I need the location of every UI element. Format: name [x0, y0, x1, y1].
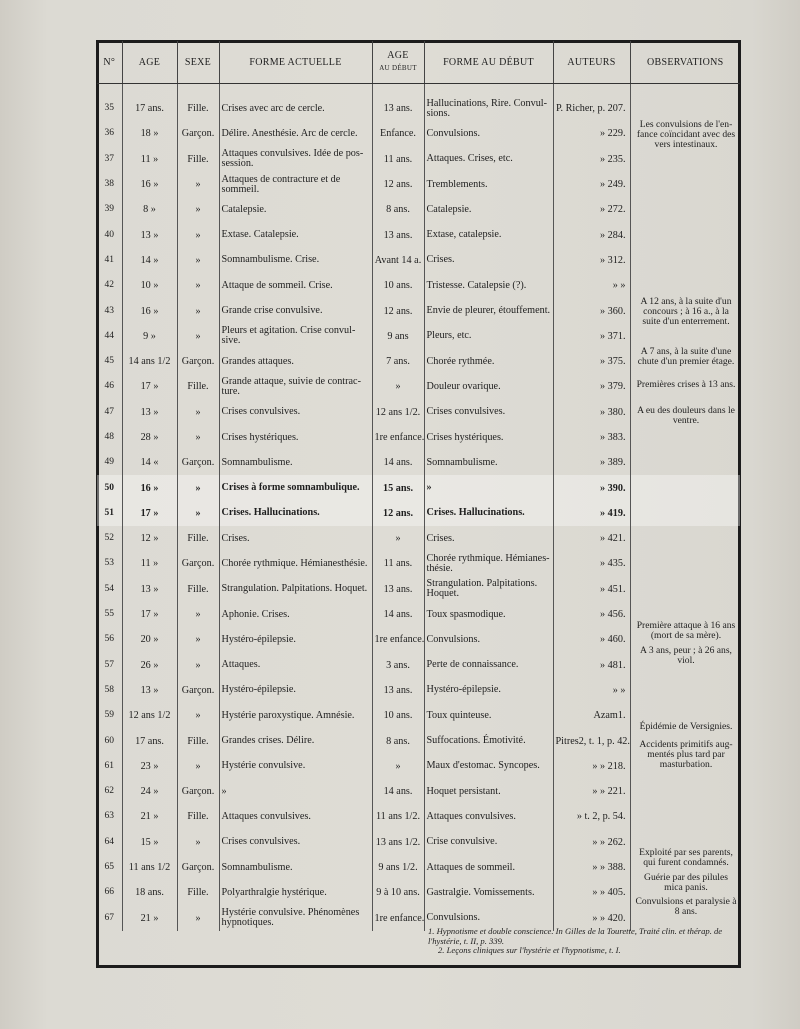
age-debut-cell: 11 ans.: [372, 147, 424, 172]
forme-debut-cell: Convulsions.: [424, 627, 553, 652]
sexe-cell: »: [177, 501, 219, 526]
sexe-cell: »: [177, 248, 219, 273]
sexe-cell: »: [177, 653, 219, 678]
forme-debut-cell: Pleurs, etc.: [424, 324, 553, 349]
auteur-cell: » 380.: [553, 400, 630, 425]
age-debut-cell: 3 ans.: [372, 653, 424, 678]
observations-cell: [630, 804, 740, 829]
auteur-cell: P. Richer, p. 207.: [553, 96, 630, 121]
table-row: [97, 577, 740, 602]
table-row: [97, 96, 740, 121]
forme-debut-cell: Crises convulsives.: [424, 400, 553, 425]
row-number: 61: [104, 760, 114, 771]
observations-cell: [630, 577, 740, 602]
forme-debut-cell: Crises. Hallucinations.: [424, 501, 553, 526]
observations-cell: [630, 779, 740, 804]
age-cell: 16 »: [122, 475, 177, 500]
row-number: 40: [104, 229, 114, 240]
sexe-cell: Garçon.: [177, 450, 219, 475]
sexe-cell: Fille.: [177, 96, 219, 121]
age-debut-cell: Avant 14 a.: [372, 248, 424, 273]
table-row: [97, 147, 740, 172]
observation-note: Premières crises à 13 ans.: [636, 379, 736, 390]
age-debut-cell: 11 ans.: [372, 551, 424, 576]
age-debut-cell: 11 ans 1/2.: [372, 804, 424, 829]
age-debut-cell: »: [372, 374, 424, 399]
forme-debut-cell: Attaques. Crises, etc.: [424, 147, 553, 172]
age-cell: 16 »: [122, 172, 177, 197]
sexe-cell: Fille.: [177, 577, 219, 602]
sexe-cell: »: [177, 602, 219, 627]
auteur-cell: » » 420.: [553, 906, 630, 931]
observation-note: A eu des douleurs dans le ventre.: [637, 405, 735, 426]
table-row: [97, 526, 740, 551]
row-number: 64: [104, 836, 114, 847]
forme-debut-cell: Chorée rythmique. Hémianesthésie.: [424, 551, 553, 576]
observations-cell: [630, 248, 740, 273]
forme-actuelle-cell: Pleurs et agitation. Crise convulsive.: [219, 324, 372, 349]
auteur-cell: » 419.: [553, 501, 630, 526]
auteur-cell: » »: [553, 273, 630, 298]
sexe-cell: »: [177, 222, 219, 247]
auteur-cell: Azam1.: [553, 703, 630, 728]
age-cell: 17 ans.: [122, 96, 177, 121]
header-auteurs: AUTEURS: [553, 41, 630, 84]
table-row: [97, 248, 740, 273]
forme-actuelle-cell: »: [219, 779, 372, 804]
header-forme-debut: FORME AU DÉBUT: [424, 41, 553, 84]
table-row: [97, 172, 740, 197]
age-cell: 23 »: [122, 754, 177, 779]
sexe-cell: Fille.: [177, 880, 219, 905]
forme-debut-cell: Toux spasmodique.: [424, 602, 553, 627]
auteur-cell: » » 221.: [553, 779, 630, 804]
age-cell: 21 »: [122, 906, 177, 931]
row-number: 37: [104, 153, 114, 164]
forme-debut-cell: Somnambulisme.: [424, 450, 553, 475]
auteur-cell: » 249.: [553, 172, 630, 197]
table-row: [97, 678, 740, 703]
age-debut-cell: 14 ans.: [372, 779, 424, 804]
forme-actuelle-cell: Crises hystériques.: [219, 425, 372, 450]
age-debut-cell: 9 ans: [372, 324, 424, 349]
age-debut-cell: 13 ans.: [372, 577, 424, 602]
header-observations: OBSERVATIONS: [630, 41, 740, 84]
row-number: 66: [104, 887, 114, 898]
sexe-cell: Fille.: [177, 147, 219, 172]
table-row: [97, 501, 740, 526]
table-row: [97, 450, 740, 475]
row-number: 58: [104, 684, 114, 695]
forme-debut-cell: Envie de pleurer, étouffement.: [424, 298, 553, 323]
row-number: 50: [97, 475, 122, 500]
forme-actuelle-cell: Grandes attaques.: [219, 349, 372, 374]
sexe-cell: »: [177, 273, 219, 298]
observation-note: Exploité par ses parents, qui furent condamnés.: [639, 847, 733, 868]
sexe-cell: »: [177, 298, 219, 323]
row-number: 35: [104, 103, 114, 114]
sexe-cell: Fille.: [177, 526, 219, 551]
sexe-cell: Fille.: [177, 728, 219, 753]
auteur-cell: » 235.: [553, 147, 630, 172]
observations-cell: [630, 96, 740, 121]
forme-debut-cell: »: [424, 475, 553, 500]
forme-debut-cell: Hallucinations, Rire. Convulsions.: [424, 96, 553, 121]
table-row: [97, 425, 740, 450]
age-debut-cell: 12 ans 1/2.: [372, 400, 424, 425]
observation-note: Accidents primitifs augmentés plus tard par masturbation.: [639, 739, 733, 770]
auteur-cell: » » 405.: [553, 880, 630, 905]
row-number: 41: [104, 254, 114, 265]
forme-debut-cell: Crises.: [424, 526, 553, 551]
age-cell: 14 ans 1/2: [122, 349, 177, 374]
auteur-cell: » 375.: [553, 349, 630, 374]
table-row: [97, 475, 740, 500]
age-debut-cell: 12 ans.: [372, 298, 424, 323]
forme-actuelle-cell: Hystérie convulsive. Phénomènes hypnotiques.: [219, 906, 372, 931]
age-cell: 16 »: [122, 298, 177, 323]
observation-note: A 7 ans, à la suite d'une chute d'un premier étage.: [637, 346, 735, 367]
age-debut-cell: 15 ans.: [372, 475, 424, 500]
auteur-cell: » 435.: [553, 551, 630, 576]
spacer-row: [97, 84, 740, 97]
sexe-cell: »: [177, 906, 219, 931]
forme-debut-cell: Convulsions.: [424, 121, 553, 146]
age-cell: 10 »: [122, 273, 177, 298]
table-row: [97, 222, 740, 247]
table-row: [97, 273, 740, 298]
observations-cell: [630, 273, 740, 298]
forme-actuelle-cell: Extase. Catalepsie.: [219, 222, 372, 247]
forme-debut-cell: Suffocations. Émotivité.: [424, 728, 553, 753]
observations-cell: [630, 501, 740, 526]
age-cell: 14 »: [122, 248, 177, 273]
forme-debut-cell: Hoquet persistant.: [424, 779, 553, 804]
sexe-cell: »: [177, 400, 219, 425]
observations-cell: [630, 475, 740, 500]
age-debut-cell: »: [372, 754, 424, 779]
age-cell: 14 «: [122, 450, 177, 475]
row-number: 47: [104, 406, 114, 417]
age-debut-cell: 8 ans.: [372, 197, 424, 222]
observations-cell: [630, 526, 740, 551]
forme-debut-cell: Crises hystériques.: [424, 425, 553, 450]
auteur-cell: » 460.: [553, 627, 630, 652]
table-row: [97, 804, 740, 829]
table-body: [97, 84, 740, 931]
sexe-cell: Fille.: [177, 804, 219, 829]
row-number: 49: [104, 457, 114, 468]
row-number: 48: [104, 432, 114, 442]
row-number: 51: [97, 501, 122, 526]
age-debut-cell: 14 ans.: [372, 450, 424, 475]
header-age-debut: [372, 41, 424, 84]
auteur-cell: » 272.: [553, 197, 630, 222]
auteur-cell: » 284.: [553, 222, 630, 247]
forme-actuelle-cell: Grande crise convulsive.: [219, 298, 372, 323]
age-debut-cell: 12 ans.: [372, 172, 424, 197]
forme-actuelle-cell: Somnambulisme.: [219, 450, 372, 475]
sexe-cell: »: [177, 324, 219, 349]
table-row: [97, 197, 740, 222]
forme-actuelle-cell: Délire. Anesthésie. Arc de cercle.: [219, 121, 372, 146]
auteur-cell: » t. 2, p. 54.: [553, 804, 630, 829]
footnotes: [428, 927, 740, 956]
row-number: 36: [104, 128, 114, 139]
auteur-cell: » 371.: [553, 324, 630, 349]
auteur-cell: » 451.: [553, 577, 630, 602]
forme-debut-cell: Crise convulsive.: [424, 830, 553, 855]
observations-cell: [630, 425, 740, 450]
age-cell: 13 »: [122, 400, 177, 425]
forme-actuelle-cell: Strangulation. Palpitations. Hoquet.: [219, 577, 372, 602]
forme-actuelle-cell: Crises convulsives.: [219, 830, 372, 855]
forme-actuelle-cell: Crises à forme somnambulique.: [219, 475, 372, 500]
auteur-cell: » 383.: [553, 425, 630, 450]
sexe-cell: »: [177, 197, 219, 222]
forme-debut-cell: Extase, catalepsie.: [424, 222, 553, 247]
age-cell: 18 »: [122, 121, 177, 146]
forme-actuelle-cell: Crises convulsives.: [219, 400, 372, 425]
forme-actuelle-cell: Attaques.: [219, 653, 372, 678]
observation-note: A 12 ans, à la suite d'un concours ; à 16 a., à la suite d'un enterrement.: [640, 296, 732, 327]
row-number: 52: [104, 533, 114, 544]
age-cell: 13 »: [122, 678, 177, 703]
header-sexe: SEXE: [177, 41, 219, 84]
forme-debut-cell: Hystéro-épilepsie.: [424, 678, 553, 703]
header-row: [97, 41, 740, 84]
age-debut-cell: 9 à 10 ans.: [372, 880, 424, 905]
age-cell: 17 »: [122, 374, 177, 399]
forme-actuelle-cell: Attaques de contracture et de sommeil.: [219, 172, 372, 197]
auteur-cell: » 481.: [553, 653, 630, 678]
auteur-cell: » 312.: [553, 248, 630, 273]
sexe-cell: »: [177, 172, 219, 197]
age-debut-cell: 12 ans.: [372, 501, 424, 526]
age-cell: 17 ans.: [122, 728, 177, 753]
header-num: N°: [97, 41, 122, 84]
forme-debut-cell: Douleur ovarique.: [424, 374, 553, 399]
row-number: 45: [104, 356, 114, 367]
forme-actuelle-cell: Chorée rythmique. Hémianesthésie.: [219, 551, 372, 576]
age-debut-cell: 10 ans.: [372, 703, 424, 728]
auteur-cell: » 360.: [553, 298, 630, 323]
age-cell: 8 »: [122, 197, 177, 222]
age-cell: 20 »: [122, 627, 177, 652]
sexe-cell: »: [177, 703, 219, 728]
row-number: 55: [104, 609, 114, 620]
observations-cell: [630, 197, 740, 222]
age-cell: 15 »: [122, 830, 177, 855]
forme-actuelle-cell: Polyarthralgie hystérique.: [219, 880, 372, 905]
age-cell: 17 »: [122, 501, 177, 526]
observations-cell: [630, 172, 740, 197]
footnote-2: 2. Leçons cliniques sur l'hystérie et l'hypnotisme, t. I.: [438, 945, 621, 955]
row-number: 56: [104, 634, 114, 645]
auteur-cell: » 389.: [553, 450, 630, 475]
age-debut-cell: 7 ans.: [372, 349, 424, 374]
age-debut-cell: 13 ans.: [372, 222, 424, 247]
row-number: 62: [104, 786, 114, 797]
sexe-cell: Garçon.: [177, 349, 219, 374]
age-cell: 18 ans.: [122, 880, 177, 905]
forme-actuelle-cell: Hystérie convulsive.: [219, 754, 372, 779]
observations-cell: [630, 147, 740, 172]
row-number: 46: [104, 381, 114, 392]
footnote-1: 1. Hypnotisme et double conscience. In Gilles de la Tourette, Traité clin. et thérap. de l'hystérie, t. II, p. 339.: [428, 926, 723, 946]
forme-actuelle-cell: Grande attaque, suivie de contracture.: [219, 374, 372, 399]
age-cell: 24 »: [122, 779, 177, 804]
sexe-cell: »: [177, 475, 219, 500]
forme-debut-cell: Convulsions.: [424, 906, 553, 931]
sexe-cell: »: [177, 830, 219, 855]
row-number: 38: [104, 179, 114, 190]
sexe-cell: Garçon.: [177, 678, 219, 703]
age-cell: 11 »: [122, 551, 177, 576]
forme-debut-cell: Chorée rythmée.: [424, 349, 553, 374]
age-cell: 13 »: [122, 222, 177, 247]
age-debut-cell: 1re enfance.: [372, 425, 424, 450]
forme-actuelle-cell: Crises.: [219, 526, 372, 551]
auteur-cell: » 456.: [553, 602, 630, 627]
row-number: 39: [104, 204, 114, 215]
observations-cell: [630, 222, 740, 247]
sexe-cell: Fille.: [177, 374, 219, 399]
age-debut-cell: 1re enfance.: [372, 627, 424, 652]
sexe-cell: Garçon.: [177, 551, 219, 576]
sexe-cell: »: [177, 627, 219, 652]
row-number: 60: [104, 735, 114, 746]
age-debut-cell: 14 ans.: [372, 602, 424, 627]
row-number: 53: [104, 558, 114, 569]
forme-actuelle-cell: Hystéro-épilepsie.: [219, 678, 372, 703]
auteur-cell: Pitres2, t. 1, p. 42.: [553, 728, 630, 753]
age-debut-cell: 13 ans.: [372, 678, 424, 703]
forme-actuelle-cell: Aphonie. Crises.: [219, 602, 372, 627]
header-age-debut-label: AGE: [387, 50, 409, 61]
age-debut-cell: 8 ans.: [372, 728, 424, 753]
table-row: [97, 779, 740, 804]
row-number: 63: [104, 811, 114, 822]
age-cell: 9 »: [122, 324, 177, 349]
forme-actuelle-cell: Attaques convulsives. Idée de possession.: [219, 147, 372, 172]
observation-note: Première attaque à 16 ans (mort de sa mère).: [636, 620, 736, 641]
auteur-cell: » 390.: [553, 475, 630, 500]
age-cell: 11 »: [122, 147, 177, 172]
sexe-cell: Garçon.: [177, 855, 219, 880]
forme-debut-cell: Maux d'estomac. Syncopes.: [424, 754, 553, 779]
sexe-cell: »: [177, 754, 219, 779]
row-number: 44: [104, 330, 114, 341]
auteur-cell: » »: [553, 678, 630, 703]
row-number: 57: [104, 659, 114, 670]
row-number: 67: [104, 912, 114, 923]
forme-debut-cell: Tremblements.: [424, 172, 553, 197]
forme-actuelle-cell: Grandes crises. Délire.: [219, 728, 372, 753]
auteur-cell: » 421.: [553, 526, 630, 551]
auteur-cell: » » 388.: [553, 855, 630, 880]
forme-actuelle-cell: Crises. Hallucinations.: [219, 501, 372, 526]
observations-cell: [630, 678, 740, 703]
age-cell: 28 »: [122, 425, 177, 450]
age-debut-cell: 9 ans 1/2.: [372, 855, 424, 880]
age-debut-cell: 10 ans.: [372, 273, 424, 298]
row-number: 59: [104, 710, 114, 721]
observations-cell: [630, 450, 740, 475]
forme-actuelle-cell: Hystérie paroxystique. Amnésie.: [219, 703, 372, 728]
observation-note: Convulsions et paralysie à 8 ans.: [635, 896, 737, 917]
row-number: 65: [104, 862, 114, 873]
row-number: 42: [104, 280, 114, 291]
age-debut-cell: »: [372, 526, 424, 551]
sexe-cell: Garçon.: [177, 121, 219, 146]
age-debut-cell: 13 ans.: [372, 96, 424, 121]
forme-debut-cell: Tristesse. Catalepsie (?).: [424, 273, 553, 298]
forme-debut-cell: Catalepsie.: [424, 197, 553, 222]
auteur-cell: » » 262.: [553, 830, 630, 855]
forme-debut-cell: Toux quinteuse.: [424, 703, 553, 728]
row-number: 43: [104, 305, 114, 316]
forme-actuelle-cell: Somnambulisme. Crise.: [219, 248, 372, 273]
age-cell: 11 ans 1/2: [122, 855, 177, 880]
forme-actuelle-cell: Catalepsie.: [219, 197, 372, 222]
observations-cell: [630, 551, 740, 576]
forme-debut-cell: Gastralgie. Vomissements.: [424, 880, 553, 905]
sexe-cell: »: [177, 425, 219, 450]
header-forme-actuelle: FORME ACTUELLE: [219, 41, 372, 84]
forme-debut-cell: Attaques de sommeil.: [424, 855, 553, 880]
age-cell: 17 »: [122, 602, 177, 627]
row-number: 54: [104, 583, 114, 594]
observation-note: Guérie par des pilules mica panis.: [644, 872, 728, 893]
forme-debut-cell: Crises.: [424, 248, 553, 273]
age-debut-cell: 1re enfance.: [372, 906, 424, 931]
header-age: AGE: [122, 41, 177, 84]
age-cell: 26 »: [122, 653, 177, 678]
forme-debut-cell: Strangulation. Palpitations. Hoquet.: [424, 577, 553, 602]
age-cell: 12 ans 1/2: [122, 703, 177, 728]
header-age-debut-sub: AU DÉBUT: [379, 64, 417, 72]
cases-table: [97, 41, 740, 931]
forme-actuelle-cell: Attaques convulsives.: [219, 804, 372, 829]
forme-debut-cell: Perte de connaissance.: [424, 653, 553, 678]
forme-actuelle-cell: Somnambulisme.: [219, 855, 372, 880]
age-debut-cell: 13 ans 1/2.: [372, 830, 424, 855]
observation-note: Les convulsions de l'enfance coïncidant avec des vers intestinaux.: [636, 119, 736, 150]
age-cell: 21 »: [122, 804, 177, 829]
observation-note: Épidémie de Versignies.: [639, 721, 733, 732]
forme-actuelle-cell: Attaque de sommeil. Crise.: [219, 273, 372, 298]
age-cell: 12 »: [122, 526, 177, 551]
auteur-cell: » 379.: [553, 374, 630, 399]
observation-note: A 3 ans, peur ; à 26 ans, viol.: [640, 645, 732, 666]
forme-actuelle-cell: Hystéro-épilepsie.: [219, 627, 372, 652]
age-debut-cell: Enfance.: [372, 121, 424, 146]
sexe-cell: Garçon.: [177, 779, 219, 804]
table-row: [97, 551, 740, 576]
auteur-cell: » » 218.: [553, 754, 630, 779]
forme-debut-cell: Attaques convulsives.: [424, 804, 553, 829]
forme-actuelle-cell: Crises avec arc de cercle.: [219, 96, 372, 121]
auteur-cell: » 229.: [553, 121, 630, 146]
age-cell: 13 »: [122, 577, 177, 602]
